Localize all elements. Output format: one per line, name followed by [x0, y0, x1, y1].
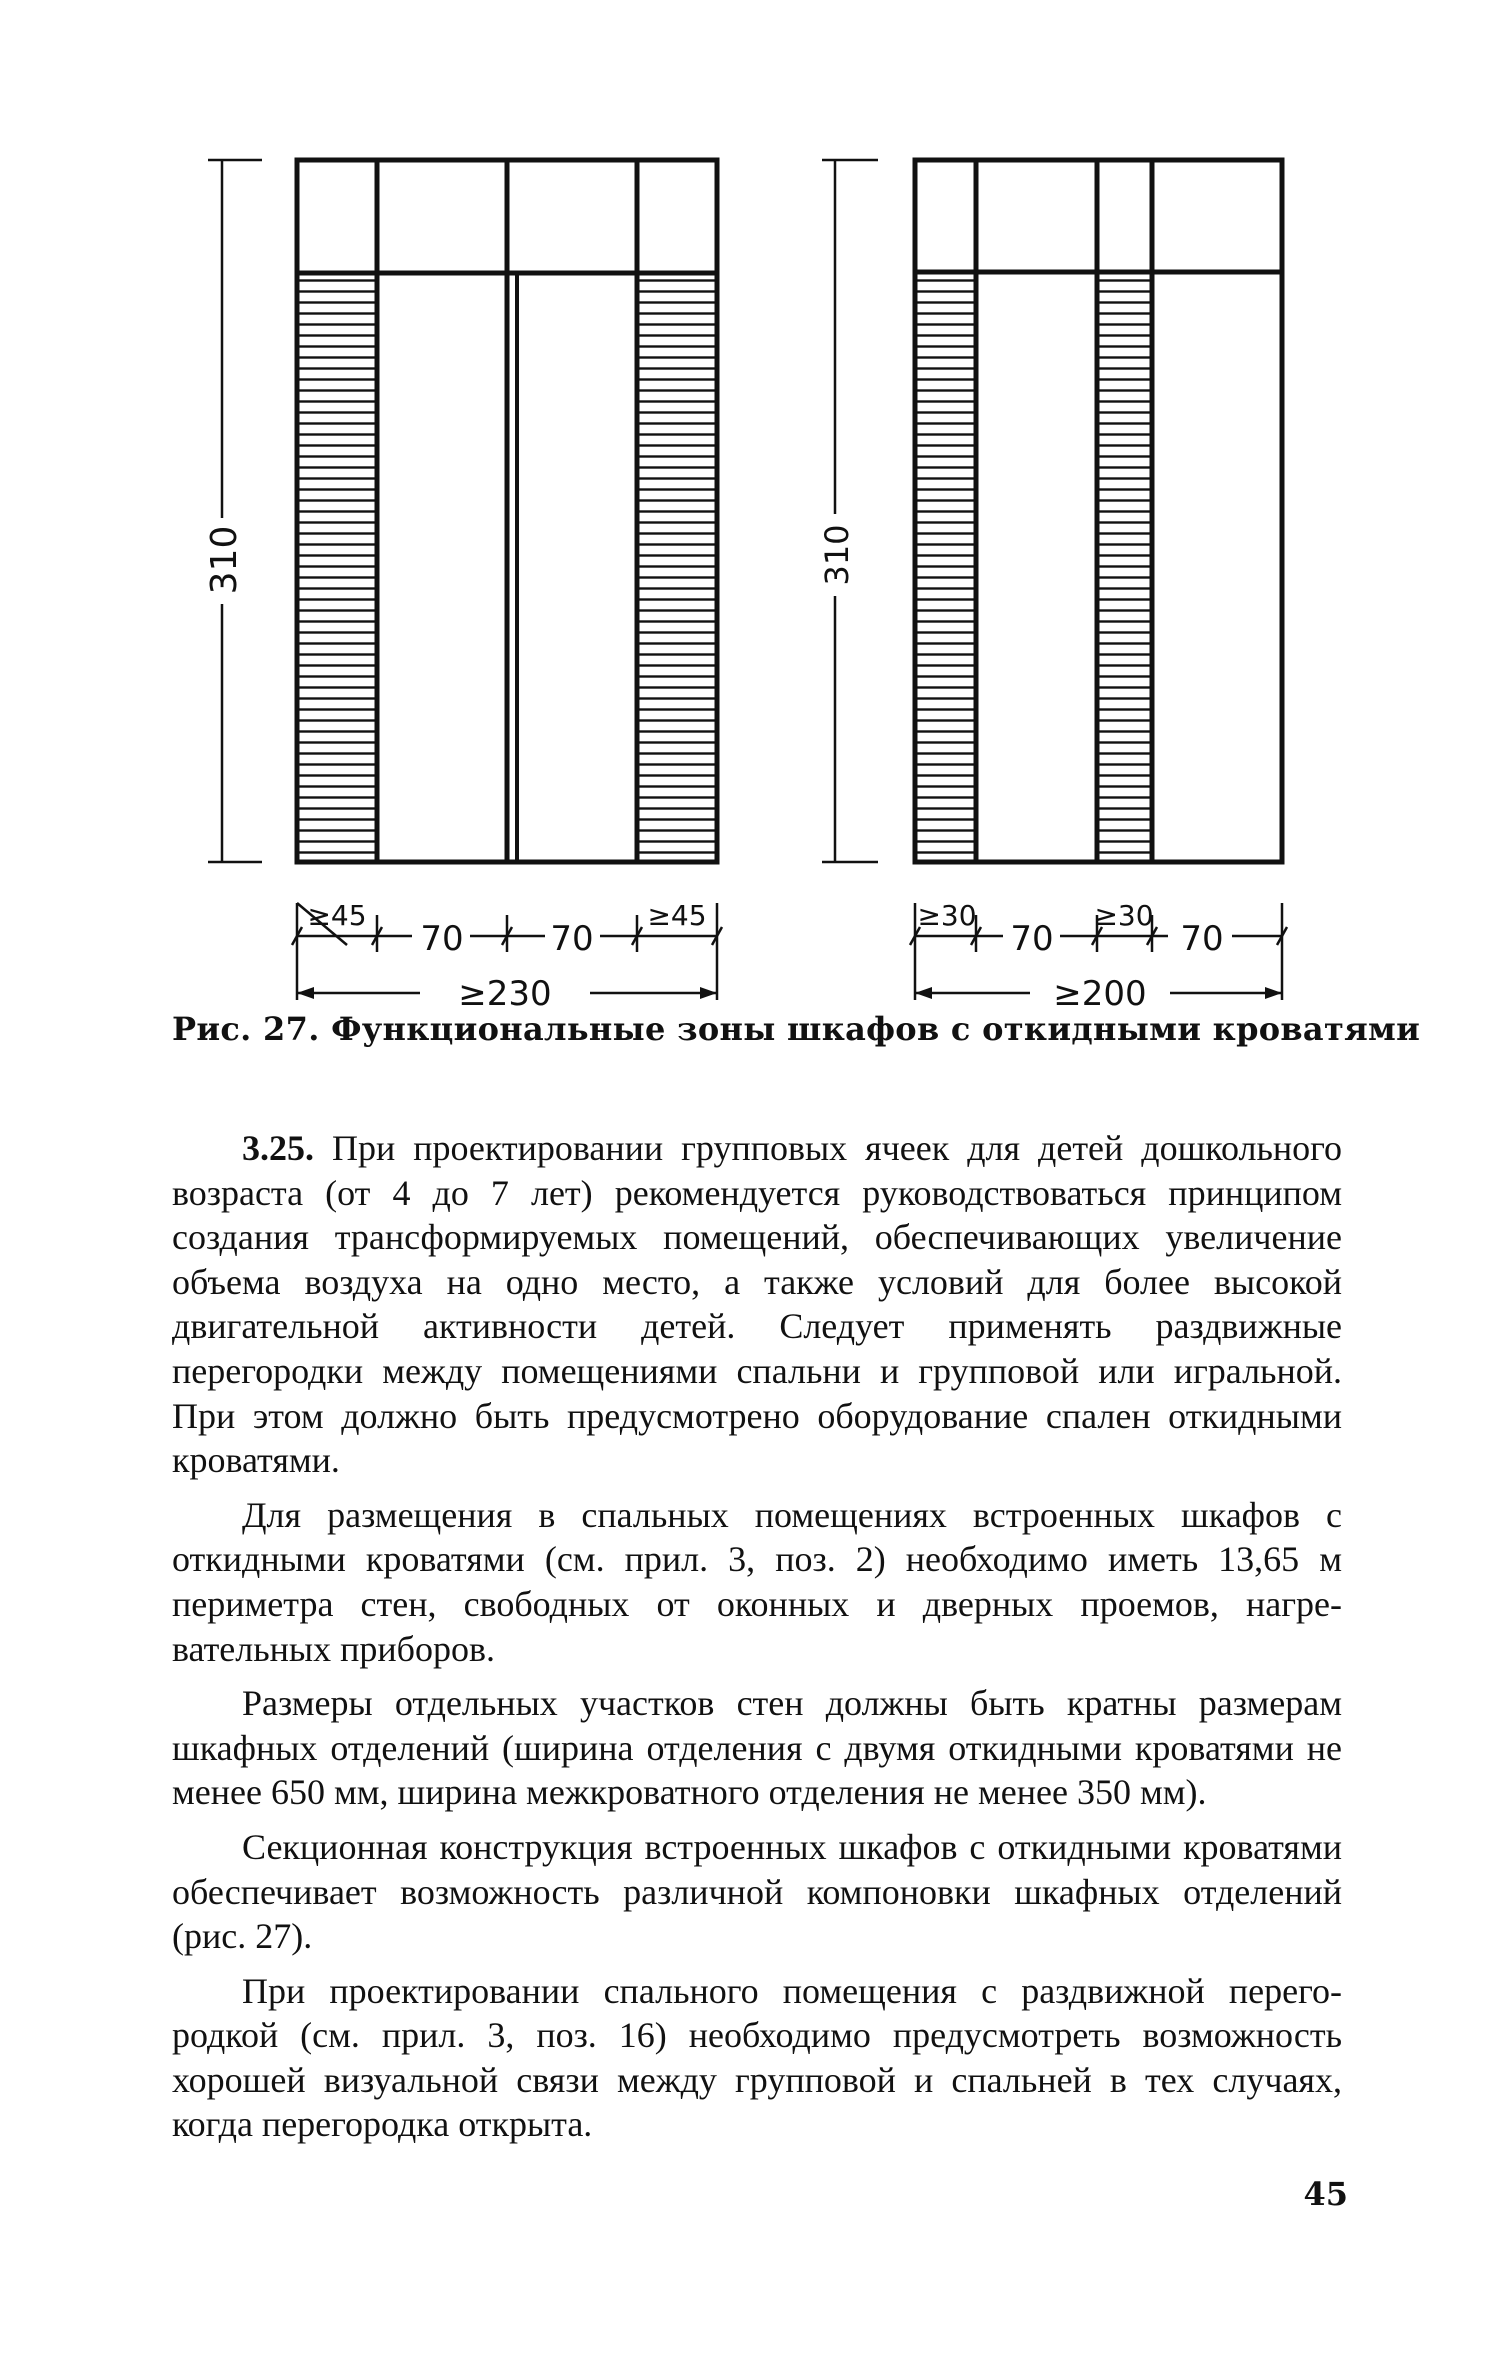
paragraph-2: Для размещения в спальных помещениях встроенных шкафов с откидными кроватями (см. прил. 3, поз. 2) необходимо иметь 13,65 м периметра стен, свободных от оконных и дверных проемов, нагревательных приборов. — [172, 1494, 1342, 1669]
right-width-dimensions — [910, 899, 1287, 1010]
left-hatch-zone-right — [637, 273, 717, 862]
right-wardrobe — [815, 160, 1287, 1010]
paragraph-5: При проектировании спального помещения с раздвижной перегородкой (см. прил. 3, поз. 16) необходимо предусмотреть возможность хорошей визуальной связи между групповой и спальней в тех случаях, когда перегородка открыта. — [172, 1970, 1342, 2145]
right-width-label-1: ≥30 — [917, 899, 977, 932]
right-width-label-4: 70 — [1180, 919, 1224, 959]
section-number: 3.25. — [242, 1128, 314, 1168]
left-width-label-4: ≥45 — [647, 899, 707, 932]
left-width-dimensions — [292, 899, 722, 1010]
left-width-label-1: ≥45 — [307, 899, 367, 932]
figure-27-wardrobe-zones — [0, 0, 1500, 1010]
right-width-label-2: 70 — [1010, 919, 1054, 959]
right-width-label-3: ≥30 — [1094, 899, 1154, 932]
right-total-width-label: ≥200 — [1053, 974, 1147, 1010]
page-number: 45 — [1303, 2175, 1348, 2213]
left-height-dimension — [200, 160, 262, 862]
left-width-label-3: 70 — [550, 919, 594, 959]
paragraph-3: Размеры отдельных участков стен должны быть кратны размерам шкафных отделений (ширина отделения с двумя откидными кроватями не менее 650 мм, ширина межкроватного отделения не менее 350 мм). — [172, 1683, 1342, 1813]
left-total-width-label: ≥230 — [458, 974, 552, 1010]
figure-caption: Рис. 27. Функциональные зоны шкафов с откидными кроватями — [172, 1010, 1421, 1048]
right-hatch-zone-left — [915, 272, 976, 862]
right-hatch-zone-middle — [1097, 272, 1152, 862]
right-height-dimension — [815, 160, 878, 862]
left-width-label-2: 70 — [420, 919, 464, 959]
body-text — [172, 1126, 1342, 2157]
left-hatch-zone-left — [297, 273, 377, 862]
paragraph-1 — [172, 1126, 1342, 1483]
left-height-label: 310 — [204, 525, 245, 595]
left-wardrobe — [200, 160, 722, 1010]
right-height-label: 310 — [818, 524, 856, 586]
paragraph-4: Секционная конструкция встроенных шкафов с откидными кроватями обеспечивает возможность различной компоновки шкафных отделений (рис. 27). — [172, 1826, 1342, 1957]
paragraph-1-text: При проектировании групповых ячеек для детей дошкольного возраста (от 4 до 7 лет) рекомендуется руководствоваться принципом создания трансформируемых помещений, обеспечивающих увеличение объема воздуха на одно место, а также условий для более высокой двигательной активности детей. Следует применять раздвижные перегородки между помещениями спальни и групповой или игральной. При этом должно быть предусмотрено оборудование спален откидными кроватями. — [172, 1128, 1343, 1481]
